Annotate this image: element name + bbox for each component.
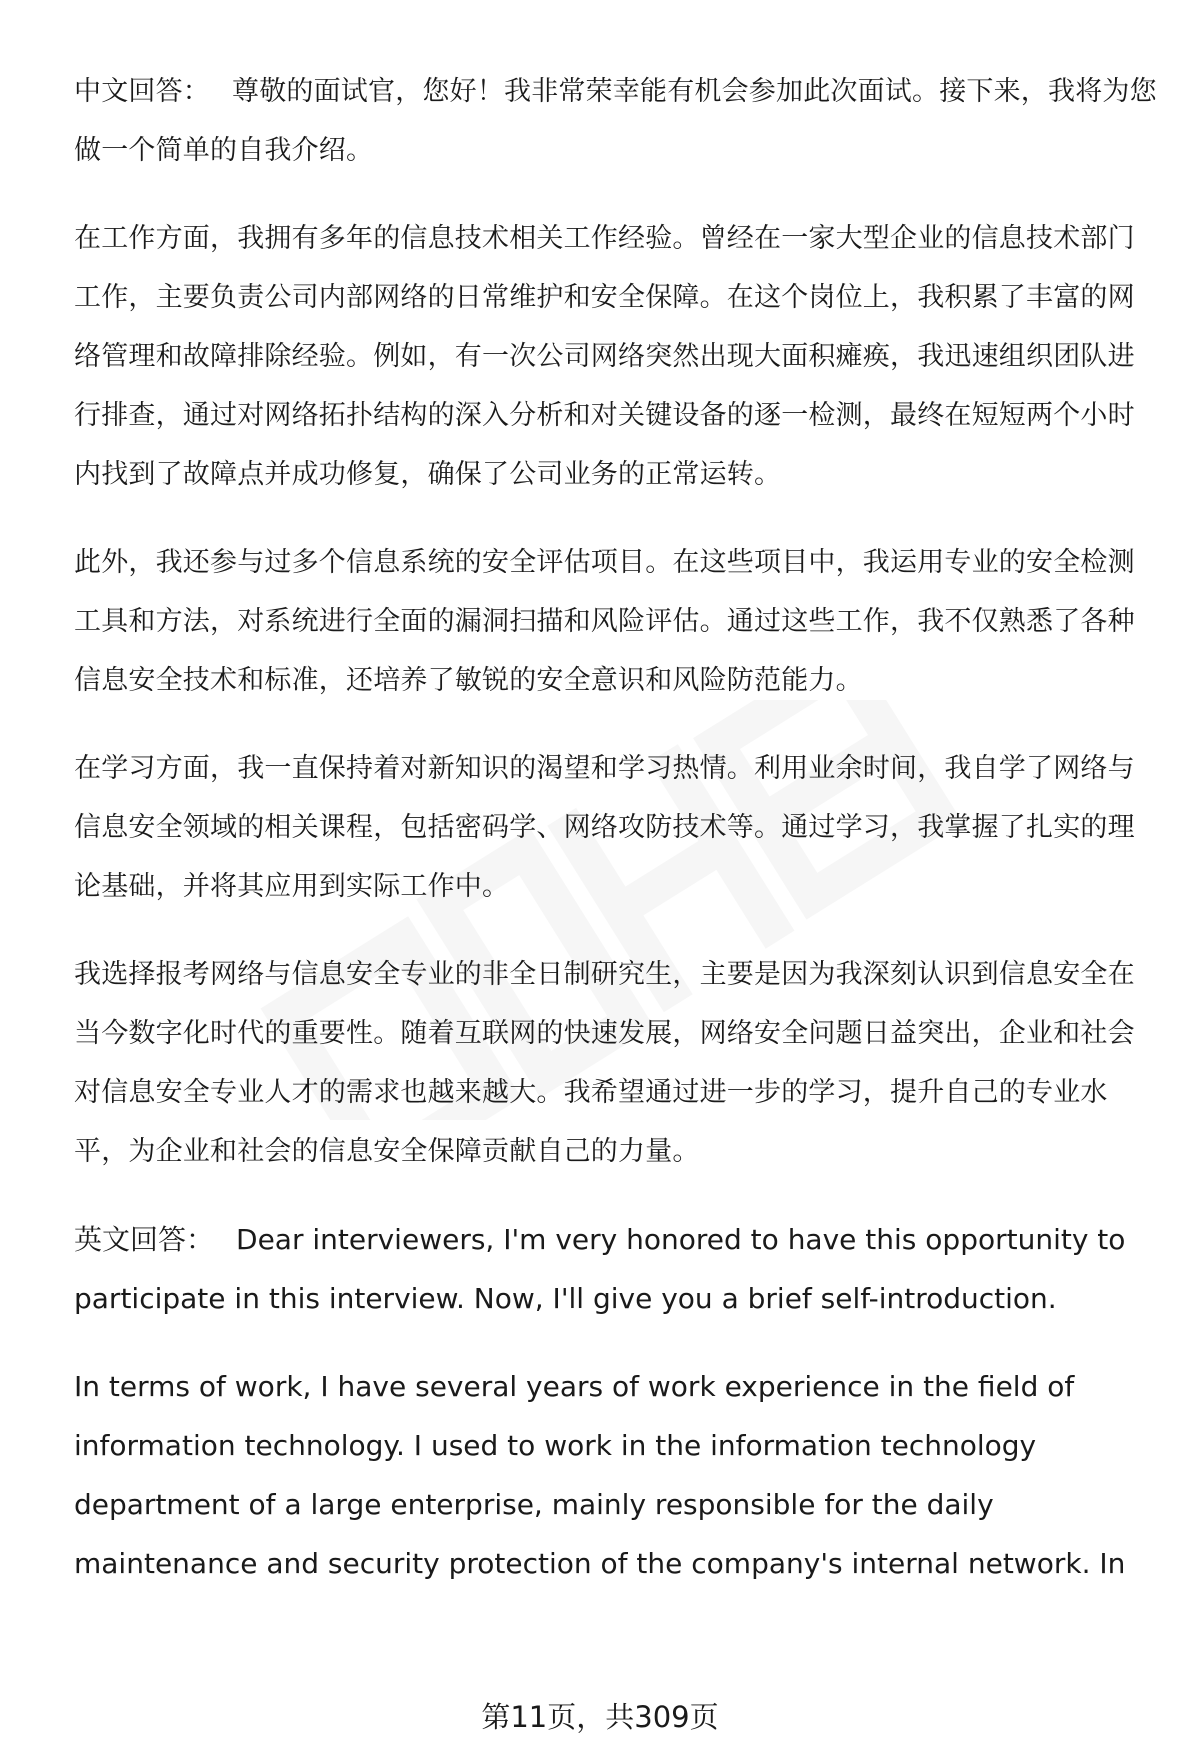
page-number-footer: 第11页，共309页 [481, 1700, 719, 1734]
paragraph-study [74, 739, 1160, 916]
paragraph-text: 在工作方面，我拥有多年的信息技术相关工作经验。曾经在一家大型企业的信息技术部门工作，主要负责公司内部网络的日常维护和安全保障。在这个岗位上，我积累了丰富的网络管理和故障排除经验。例如，有一次公司网络突然出现大面积瘫痪，我迅速组织团队进行排查，通过对网络拓扑结构的深入分析和对关键设备的逐一检测，最终在短短两个小时内找到了故障点并成功修复，确保了公司业务的正常运转。 [74, 223, 1135, 490]
paragraph-text: 在学习方面，我一直保持着对新知识的渴望和学习热情。利用业余时间，我自学了网络与信息安全领域的相关课程，包括密码学、网络攻防技术等。通过学习，我掌握了扎实的理论基础，并将其应用到实际工作中。 [74, 753, 1135, 902]
paragraph-work-experience [74, 209, 1160, 504]
document-body [74, 62, 1160, 1622]
paragraph-english-answer-intro [74, 1210, 1160, 1328]
paragraph-text: Dear interviewers, I'm very honored to have this opportunity to participate in this interview. Now, I'll give you a brief self-introduction. [74, 1223, 1126, 1315]
paragraph-chinese-answer-intro [74, 62, 1160, 180]
paragraph-motivation [74, 945, 1160, 1181]
paragraph-text: 我选择报考网络与信息安全专业的非全日制研究生，主要是因为我深刻认识到信息安全在当今数字化时代的重要性。随着互联网的快速发展，网络安全问题日益突出，企业和社会对信息安全专业人才的需求也越来越大。我希望通过进一步的学习，提升自己的专业水平，为企业和社会的信息安全保障贡献自己的力量。 [74, 959, 1135, 1167]
answer-label-chinese: 中文回答： [74, 76, 210, 107]
answer-label-english: 英文回答： [74, 1223, 215, 1256]
paragraph-text: 此外，我还参与过多个信息系统的安全评估项目。在这些项目中，我运用专业的安全检测工具和方法，对系统进行全面的漏洞扫描和风险评估。通过这些工作，我不仅熟悉了各种信息安全技术和标准，还培养了敏锐的安全意识和风险防范能力。 [74, 547, 1135, 696]
paragraph-text: 尊敬的面试官，您好！我非常荣幸能有机会参加此次面试。接下来，我将为您做一个简单的自我介绍。 [74, 76, 1157, 166]
paragraph-english-work [74, 1357, 1160, 1593]
paragraph-security-projects [74, 533, 1160, 710]
paragraph-text: In terms of work, I have several years of work experience in the field of information technology. I used to work in the information technology department of a large enterprise, mainly responsible for the daily maintenance and security protection of the company's internal network. In [74, 1370, 1126, 1580]
